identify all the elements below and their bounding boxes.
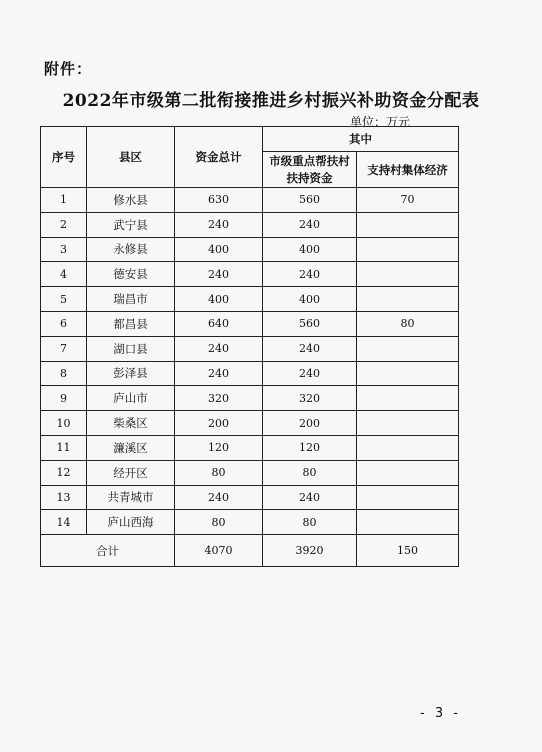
header-collective-economy: 支持村集体经济 xyxy=(357,152,459,188)
row-total: 400 xyxy=(175,287,263,312)
row-total: 240 xyxy=(175,336,263,361)
total-row xyxy=(41,535,459,567)
row-collective-economy xyxy=(357,435,459,460)
row-total: 240 xyxy=(175,361,263,386)
page-number: - 3 - xyxy=(420,706,461,721)
row-key-village-fund: 320 xyxy=(263,386,357,411)
row-county: 共青城市 xyxy=(87,485,175,510)
row-key-village-fund: 200 xyxy=(263,411,357,436)
row-county: 彭泽县 xyxy=(87,361,175,386)
row-county: 武宁县 xyxy=(87,212,175,237)
row-collective-economy xyxy=(357,411,459,436)
row-key-village-fund: 560 xyxy=(263,311,357,336)
table-row xyxy=(41,237,459,262)
total-amount: 4070 xyxy=(175,535,263,567)
row-total: 240 xyxy=(175,485,263,510)
row-collective-economy xyxy=(357,460,459,485)
row-seq: 9 xyxy=(41,386,87,411)
row-collective-economy: 70 xyxy=(357,188,459,213)
row-seq: 6 xyxy=(41,311,87,336)
attachment-label: 附件： xyxy=(44,60,93,78)
total-collective-economy: 150 xyxy=(357,535,459,567)
row-county: 都昌县 xyxy=(87,311,175,336)
row-key-village-fund: 240 xyxy=(263,336,357,361)
row-seq: 5 xyxy=(41,287,87,312)
row-county: 庐山市 xyxy=(87,386,175,411)
row-total: 120 xyxy=(175,435,263,460)
table-row xyxy=(41,311,459,336)
row-collective-economy xyxy=(357,510,459,535)
table-row xyxy=(41,287,459,312)
row-collective-economy: 80 xyxy=(357,311,459,336)
row-seq: 14 xyxy=(41,510,87,535)
unit-label: 单位：万元 xyxy=(350,115,411,129)
row-collective-economy xyxy=(357,336,459,361)
row-seq: 1 xyxy=(41,188,87,213)
row-key-village-fund: 80 xyxy=(263,510,357,535)
table-row xyxy=(41,510,459,535)
table-row xyxy=(41,485,459,510)
row-collective-economy xyxy=(357,386,459,411)
row-seq: 7 xyxy=(41,336,87,361)
row-seq: 12 xyxy=(41,460,87,485)
row-key-village-fund: 400 xyxy=(263,287,357,312)
row-key-village-fund: 240 xyxy=(263,212,357,237)
row-total: 630 xyxy=(175,188,263,213)
row-key-village-fund: 80 xyxy=(263,460,357,485)
row-county: 柴桑区 xyxy=(87,411,175,436)
header-county: 县区 xyxy=(87,127,175,188)
row-county: 湖口县 xyxy=(87,336,175,361)
row-key-village-fund: 120 xyxy=(263,435,357,460)
table-row xyxy=(41,411,459,436)
row-key-village-fund: 400 xyxy=(263,237,357,262)
row-total: 640 xyxy=(175,311,263,336)
row-county: 经开区 xyxy=(87,460,175,485)
row-county: 修水县 xyxy=(87,188,175,213)
row-collective-economy xyxy=(357,212,459,237)
total-key-village-fund: 3920 xyxy=(263,535,357,567)
table-row xyxy=(41,188,459,213)
row-key-village-fund: 240 xyxy=(263,262,357,287)
table-row xyxy=(41,460,459,485)
table-row xyxy=(41,262,459,287)
row-key-village-fund: 560 xyxy=(263,188,357,213)
header-of-which: 其中 xyxy=(263,127,459,152)
row-seq: 2 xyxy=(41,212,87,237)
row-seq: 4 xyxy=(41,262,87,287)
row-total: 240 xyxy=(175,212,263,237)
row-seq: 8 xyxy=(41,361,87,386)
document-title: 2022年市级第二批衔接推进乡村振兴补助资金分配表 xyxy=(62,91,480,111)
header-seq: 序号 xyxy=(41,127,87,188)
table-row xyxy=(41,386,459,411)
row-county: 庐山西海 xyxy=(87,510,175,535)
row-seq: 11 xyxy=(41,435,87,460)
row-seq: 13 xyxy=(41,485,87,510)
row-key-village-fund: 240 xyxy=(263,485,357,510)
table-row xyxy=(41,336,459,361)
header-total: 资金总计 xyxy=(175,127,263,188)
row-county: 永修县 xyxy=(87,237,175,262)
header-key-village-fund: 市级重点帮扶村扶持资金 xyxy=(263,152,357,188)
row-total: 200 xyxy=(175,411,263,436)
row-collective-economy xyxy=(357,287,459,312)
table-row xyxy=(41,361,459,386)
row-collective-economy xyxy=(357,262,459,287)
row-total: 240 xyxy=(175,262,263,287)
row-seq: 3 xyxy=(41,237,87,262)
table-row xyxy=(41,212,459,237)
table-body xyxy=(41,188,459,535)
row-key-village-fund: 240 xyxy=(263,361,357,386)
row-county: 德安县 xyxy=(87,262,175,287)
total-label: 合计 xyxy=(41,535,175,567)
row-county: 濂溪区 xyxy=(87,435,175,460)
row-collective-economy xyxy=(357,237,459,262)
row-collective-economy xyxy=(357,361,459,386)
row-seq: 10 xyxy=(41,411,87,436)
row-total: 80 xyxy=(175,460,263,485)
row-total: 400 xyxy=(175,237,263,262)
table-row xyxy=(41,435,459,460)
row-total: 320 xyxy=(175,386,263,411)
row-county: 瑞昌市 xyxy=(87,287,175,312)
row-collective-economy xyxy=(357,485,459,510)
row-total: 80 xyxy=(175,510,263,535)
allocation-table xyxy=(40,126,459,567)
